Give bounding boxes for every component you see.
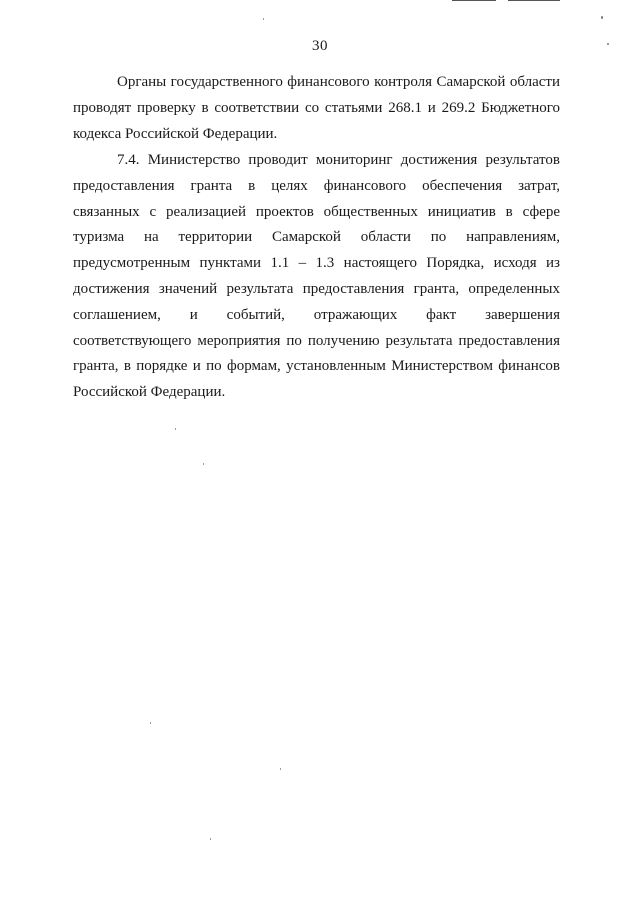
paragraph-line: кодекса Российской Федерации. xyxy=(73,125,278,142)
scan-artifact-rule xyxy=(508,0,560,1)
scan-artifact-rule xyxy=(452,0,496,1)
paragraph-line: гранта, в порядке и по формам, установленным Министерством финансов xyxy=(73,358,560,375)
paragraph-line: Органы государственного финансового контроля Самарской области xyxy=(117,74,560,90)
scan-speck xyxy=(280,768,281,770)
paragraph-line: 7.4. Министерство проводит мониторинг достижения результатов xyxy=(117,152,560,168)
paragraph-line: проводят проверку в соответствии со статьями 268.1 и 269.2 Бюджетного xyxy=(73,99,560,116)
scan-speck xyxy=(203,463,204,465)
scan-speck xyxy=(175,428,176,430)
paragraph-line: соответствующего мероприятия по получению результата предоставления xyxy=(73,332,560,349)
paragraph-line: соглашением, и событий, отражающих факт завершения xyxy=(73,306,560,323)
paragraph-line: предоставления гранта в целях финансового обеспечения затрат, xyxy=(73,177,560,194)
scan-speck xyxy=(263,18,264,20)
paragraph-line: достижения значений результата предоставления гранта, определенных xyxy=(73,280,560,297)
paragraph-line: предусмотренным пунктами 1.1 – 1.3 настоящего Порядка, исходя из xyxy=(73,255,560,272)
paragraph-line: Российской Федерации. xyxy=(73,384,226,401)
scan-speck xyxy=(210,838,211,840)
paragraph-audit xyxy=(73,70,560,147)
page-number: 30 xyxy=(312,38,328,54)
paragraph-7-4-monitoring xyxy=(73,148,560,406)
scan-speck xyxy=(601,16,603,19)
paragraph-line: связанных с реализацией проектов общественных инициатив в сфере xyxy=(73,203,560,220)
paragraph-line: туризма на территории Самарской области по направлениям, xyxy=(73,229,560,246)
scan-speck xyxy=(150,722,151,724)
